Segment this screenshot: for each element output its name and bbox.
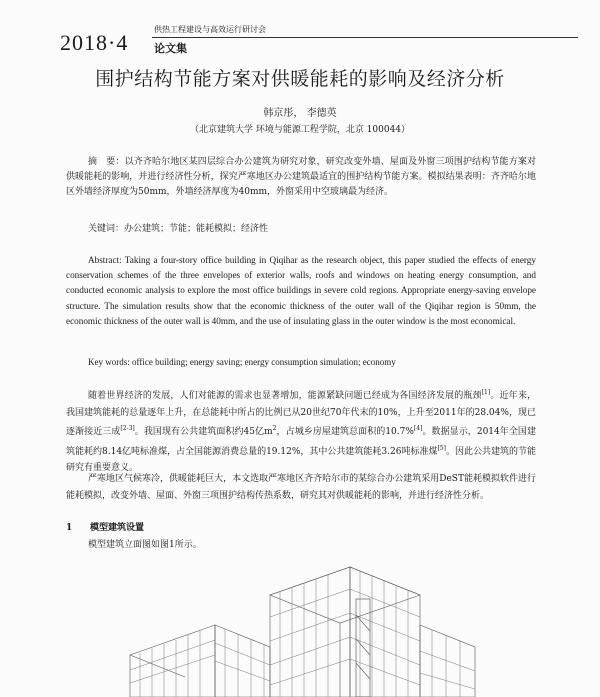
abstract-en-text: Taking a four-story office building in Qiqihar as the research object, this paper studied the effects of energy conservation schemes of the three envelopes of exterior walls, roofs and windows on heating energy consumption, and conducted economic analysis to explore the most office buildings in severe cold regions. Appropriate energy-saving envelope structure. The simulation results show that the economic thickness of the outer wall of the Qiqihar region is 50mm, the economic thickness of the outer wall is 40mm, and the use of insulating glass in the outer window is the most economical. (66, 255, 536, 326)
body-text: 。我国现有公共建筑面积约45亿m (134, 427, 273, 437)
abstract-zh-text: 以齐齐哈尔地区某四层综合办公建筑为研究对象，研究改变外墙、屋面及外窗三项围护结构节能方案对供暖能耗的影响，并进行经济性分析，探究严寒地区办公建筑最适宜的围护结构节能方案。模拟结果表明：齐齐哈尔地区外墙经济厚度为50mm，外墙经济厚度为40mm，外窗采用中空玻璃最为经济。 (66, 157, 536, 197)
citation: [1] (481, 389, 491, 396)
body-text: ，占城乡房屋建筑总面积的10.7% (276, 427, 414, 437)
affiliation: （北京建筑大学 环境与能源工程学院，北京 100044） (189, 125, 411, 135)
paper-title: 围护结构节能方案对供暖能耗的影响及经济分析 (95, 68, 505, 90)
body-text: 。因此公共建筑的节能研究有重要意义。 (66, 446, 536, 473)
superscript: 2 (272, 425, 277, 432)
keywords-en (88, 355, 558, 370)
conference-name: 供热工程建设与高效运行研讨会 (154, 25, 266, 34)
section-title: 模型建筑设置 (90, 523, 145, 533)
keywords-en-text: office building; energy saving; energy consumption simulation; economy (132, 357, 396, 367)
citation: [5] (437, 444, 446, 452)
abstract-zh (66, 155, 536, 200)
issue-number: 2018·4 (60, 30, 129, 55)
abstract-en (66, 253, 536, 329)
abstract-zh-label: 摘 要： (88, 157, 125, 167)
citation: [2-3] (120, 425, 135, 432)
section-number: 1 (66, 523, 73, 533)
building-wireframe-figure (120, 555, 480, 697)
page-header (38, 10, 578, 58)
keywords-en-label: Key words: (88, 357, 130, 367)
citation: [4] (413, 425, 423, 432)
keywords-zh-text: 办公建筑；节能；能耗模拟；经济性 (124, 224, 269, 234)
body-paragraph-2: 严寒地区气候寒冷，供暖能耗巨大，本文选取严寒地区齐齐哈尔市的某综合办公建筑采用DeST能耗模拟软件进行能耗模拟，改变外墙、屋面、外窗三项围护结构传热系数，研究其对供暖能耗的影响，并进行经济性分析。 (66, 474, 536, 501)
header-rule (152, 37, 578, 38)
proceedings-label: 论文集 (154, 42, 187, 55)
body-text: 。近年来，我国建筑能耗的总量逐年上升，在总能耗中所占的比例已从20世纪70年代末的10%，上升至2011年的28.04%，现已逐渐接近三成 (66, 391, 536, 437)
figure-intro: 模型建筑立面图如图1所示。 (88, 540, 202, 550)
keywords-zh-label: 关键词： (88, 224, 125, 234)
abstract-en-label: Abstract: (88, 255, 122, 265)
body-text: 。数据显示，2014年全国建筑能耗约8.14亿吨标准煤，占全国能源消费总量的19.12%，其中公共建筑能耗3.26吨标准煤 (66, 427, 536, 457)
keywords-zh (88, 222, 558, 237)
body-paragraph-1 (66, 385, 536, 477)
authors: 韩京彤， 李德英 (263, 108, 337, 119)
section-heading (66, 521, 536, 536)
body-text: 随着世界经济的发展，人们对能源的需求也显著增加，能源紧缺问题已经成为各国经济发展的瓶颈 (88, 391, 482, 401)
